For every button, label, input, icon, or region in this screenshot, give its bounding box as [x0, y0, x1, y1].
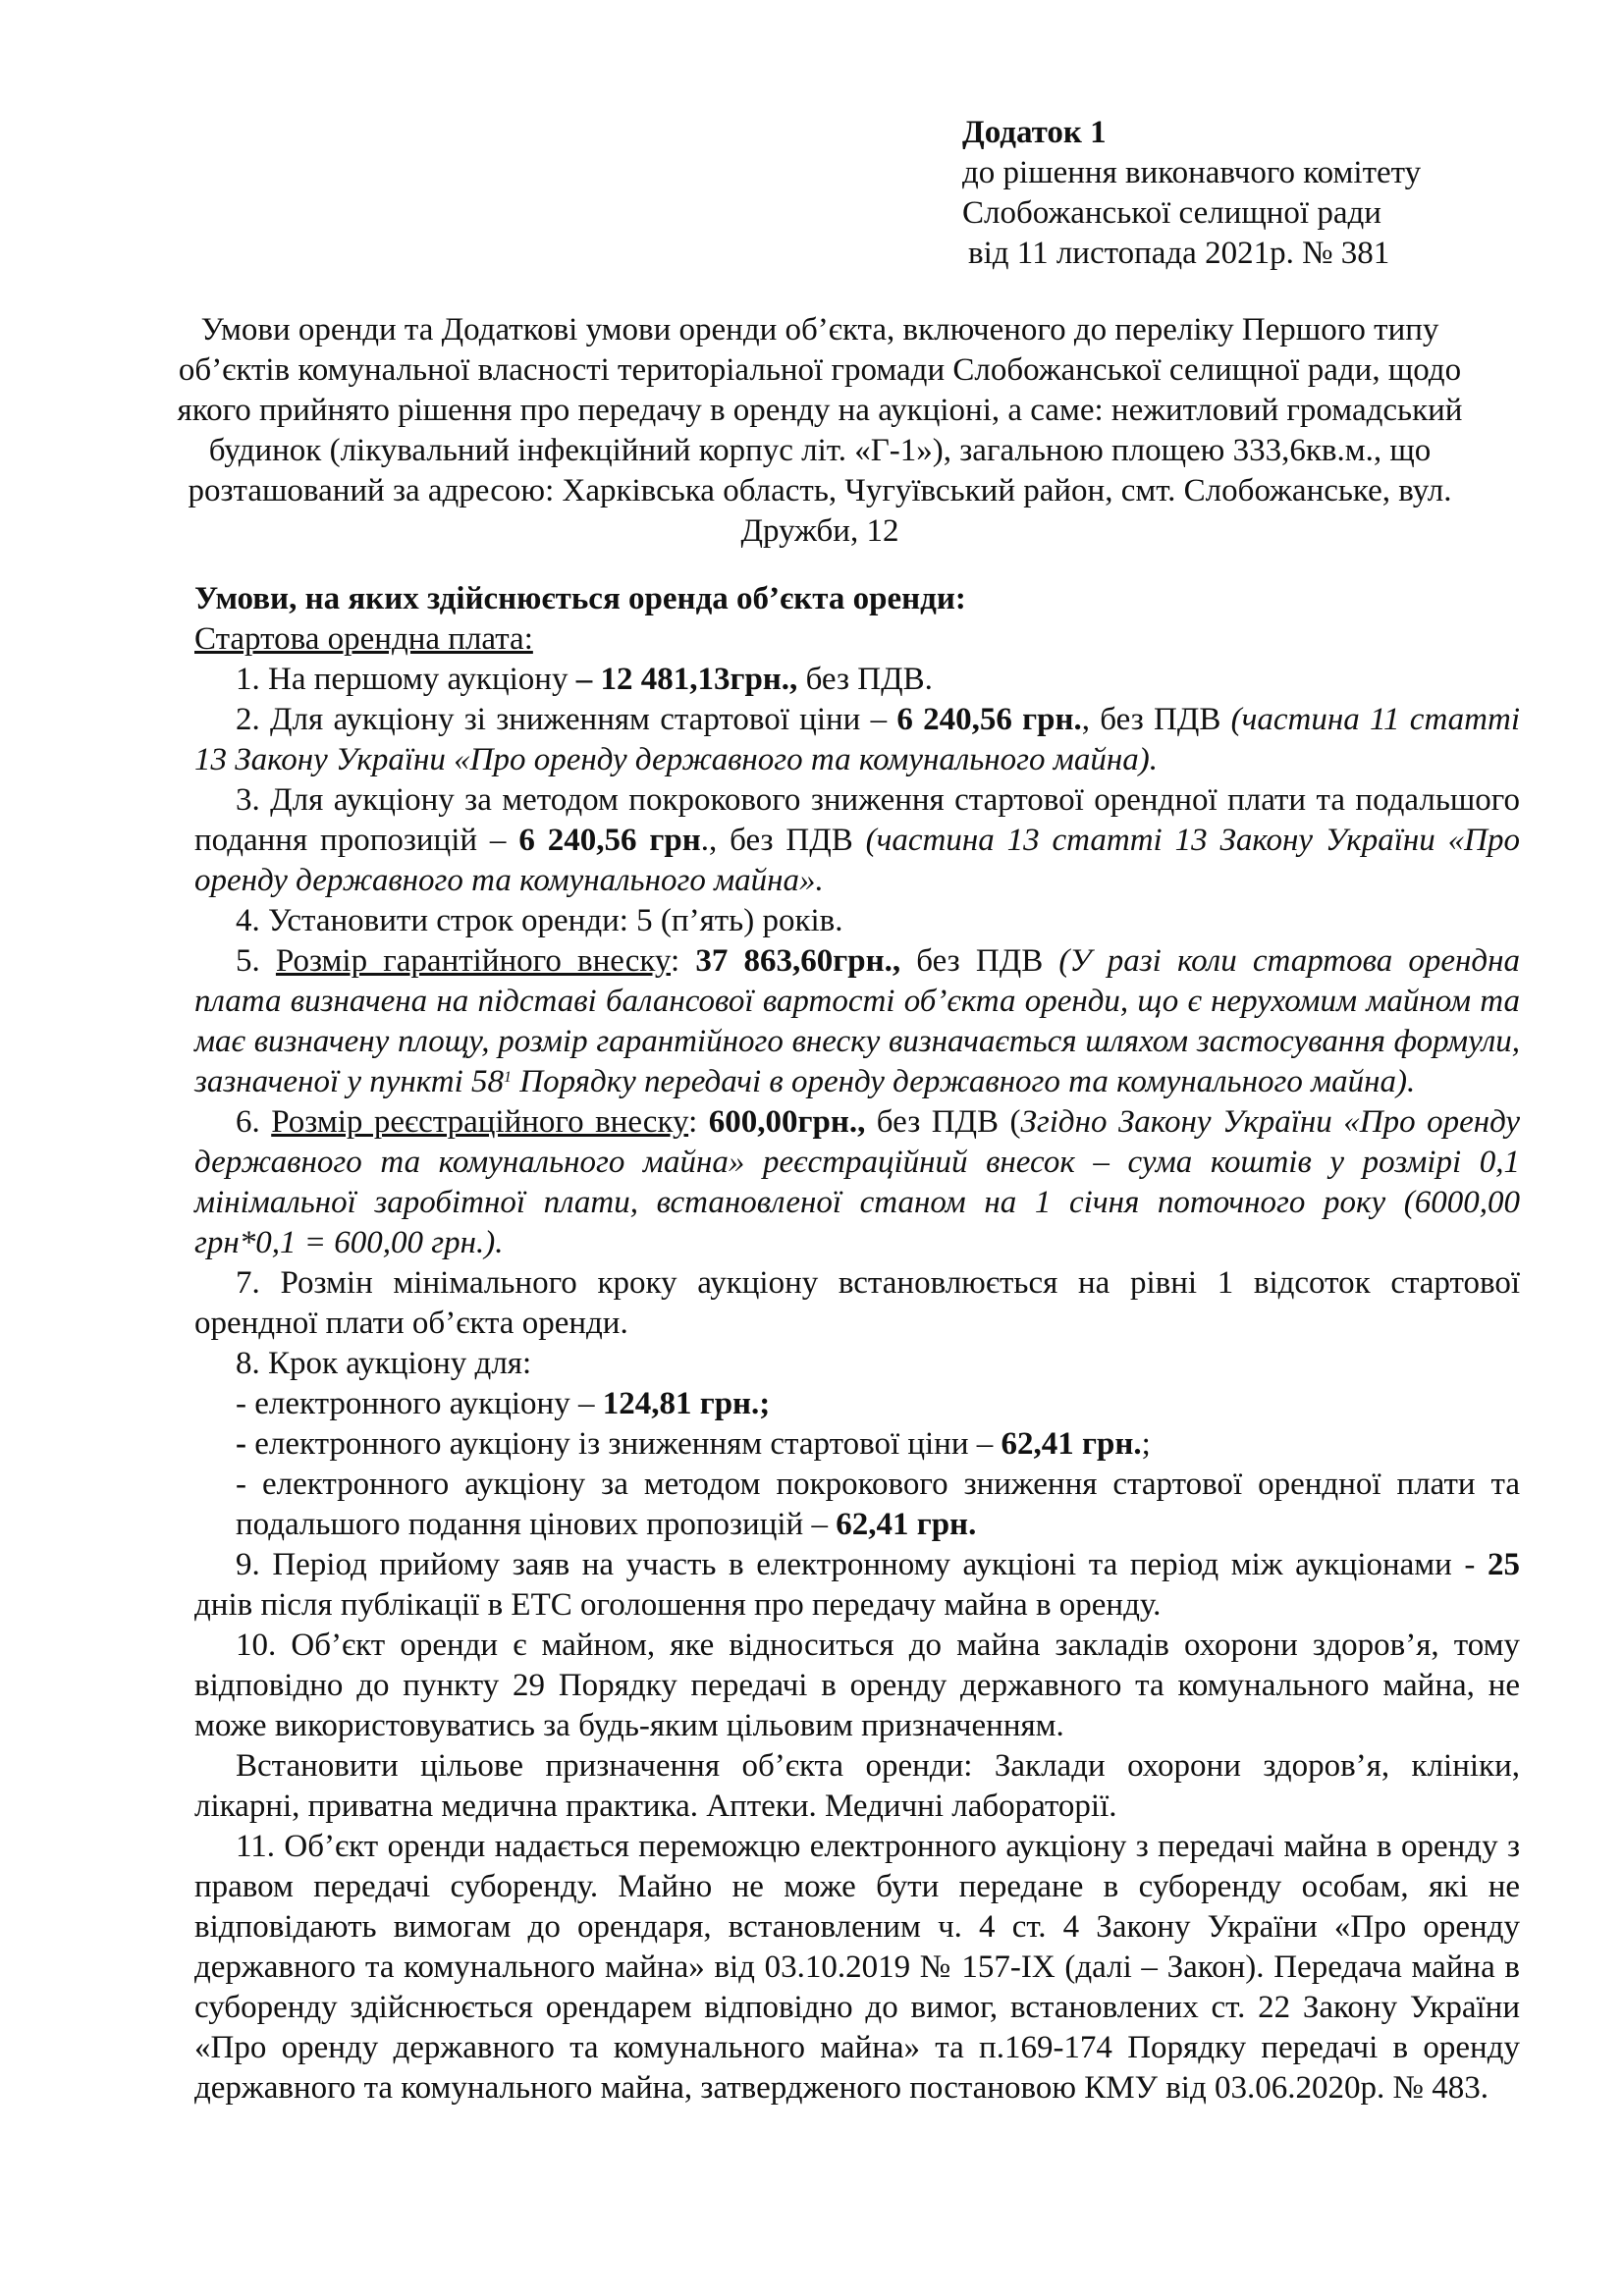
- sub-item-text: електронного аукціону із зниженням стартової ціни –: [246, 1426, 994, 1462]
- item-dash: –: [568, 662, 593, 697]
- item-note: (частина 11 статті 13 Закону України «Про оренду державного та комунального майна).: [194, 702, 1521, 777]
- sub-item-amount: 62,41 грн.: [836, 1507, 977, 1542]
- item-note: (частина 13 статті 13 Закону України «Про оренду державного та комунального майна».: [194, 823, 1520, 898]
- item-note-superscript: 1: [504, 1069, 513, 1086]
- purpose-paragraph: Встановити цільове призначення об’єкта оренди: Заклади охорони здоров’я, клініки, лікарні, приватна медична практика. Аптеки. Медичні лабораторії.: [194, 1748, 1520, 1824]
- item-label: Розмір гарантійного внеску: [275, 943, 671, 979]
- item-3: [194, 780, 1520, 901]
- item-amount: 37 863,60грн.,: [695, 943, 901, 979]
- document-title: Умови оренди та Додаткові умови оренди об’єкта, включеного до переліку Першого типу об’єктів комунальної власності територіальної громади Слобожанської селищної ради, щодо якого прийнято рішення про передачу в оренду на аукціоні, а саме: нежитловий громадський будинок (лікувальний інфекційний корпус літ. «Г-1»), загальною площею 333,6кв.м., що розташований за адресою: Харківська область, Чугуївський район, смт. Слобожанське, вул. Дружби, 12: [177, 312, 1463, 549]
- item-number: 6.: [236, 1104, 260, 1140]
- item-11: [194, 1827, 1520, 2109]
- item-text: Розмін мінімального кроку аукціону встановлюється на рівні 1 відсоток стартової орендної плати об’єкта оренди.: [194, 1265, 1521, 1341]
- item-text: Для аукціону за методом покрокового зниження стартової орендної плати та подальшого подання пропозицій –: [194, 782, 1520, 858]
- item-rest: днів після публікації в ЕТС оголошення про передачу майна в оренду.: [194, 1587, 1162, 1623]
- item-amount: 12 481,13грн.,: [600, 662, 798, 697]
- item-colon: :: [671, 943, 680, 979]
- item-text: Крок аукціону для:: [268, 1346, 532, 1381]
- item-rest: без ПДВ: [900, 943, 1059, 979]
- item-text: Установити строк оренди: 5 (п’ять) років.: [268, 903, 843, 938]
- item-4: [194, 901, 1520, 941]
- item-text: Об’єкт оренди є майном, яке відноситься до майна закладів охорони здоров’я, тому відповідно до пункту 29 Порядку передачі в оренду державного та комунального майна, не може використовуватись за будь-яким цільовим призначенням.: [194, 1628, 1521, 1743]
- sub-item-text: - електронного аукціону за методом покрокового зниження стартової орендної плати та подальшого подання цінових пропозицій –: [236, 1467, 1520, 1542]
- item-amount: 6 240,56 грн: [518, 823, 701, 858]
- item-note: Згідно Закону України «Про оренду державного та комунального майна» реєстраційний внесок – сума коштів у розмірі 0,1 мінімальної заробітної плати, встановленої станом на 1 січня поточного року (6000,00 грн*0,1 = 600,00 грн.).: [194, 1104, 1520, 1260]
- sub-item-dash: -: [236, 1426, 246, 1462]
- item-5: [194, 941, 1520, 1102]
- item-9: [194, 1545, 1520, 1626]
- item-text: На першому аукціону: [268, 662, 568, 697]
- item-amount: 25: [1488, 1547, 1520, 1582]
- item-rest: , без ПДВ: [1081, 702, 1231, 737]
- sub-item-amount: 62,41 грн.: [1001, 1426, 1142, 1462]
- sub-item-amount: 124,81 грн.;: [602, 1386, 771, 1421]
- item-1: [194, 660, 1520, 700]
- item-8-sub-3: [194, 1465, 1520, 1545]
- item-number: 9.: [236, 1547, 260, 1582]
- document-body: [194, 579, 1520, 2109]
- item-colon: :: [688, 1104, 698, 1140]
- item-number: 5.: [236, 943, 260, 979]
- sub-item-text: - електронного аукціону –: [236, 1386, 595, 1421]
- item-text: Для аукціону зі зниженням стартової ціни –: [270, 702, 888, 737]
- item-number: 4.: [236, 903, 260, 938]
- item-number: 1.: [236, 662, 260, 697]
- item-text: Об’єкт оренди надається переможцю електронного аукціону з передачі майна в оренду з правом передачі суборенду. Майно не може бути передане в суборенду особам, які не відповідають вимогам до орендаря, встановленим ч. 4 ст. 4 Закону України «Про оренду державного та комунального майна» від 03.10.2019 № 157-IX (далі – Закон). Передача майна в суборенду здійснюється орендарем відповідно до вимог, встановлених ст. 22 Закону України «Про оренду державного та комунального майна» та п.169-174 Порядку передачі в оренду державного та комунального майна, затвердженого постановою КМУ від 03.06.2020р. № 483.: [194, 1829, 1521, 2106]
- item-label: Розмір реєстраційного внеску: [271, 1104, 689, 1140]
- item-note: (У разі коли стартова орендна плата визначена на підставі балансової вартості об’єкта оренди, що є нерухомим майном та має визначену площу, розмір гарантійного внеску визначається шляхом застосування формули, зазначеної у пункті 58: [194, 943, 1520, 1099]
- item-text: Період прийому заяв на участь в електронному аукціоні та період між аукціонами -: [272, 1547, 1476, 1582]
- sub-item-rest: ;: [1141, 1426, 1151, 1462]
- item-number: 7.: [236, 1265, 260, 1301]
- item-2: [194, 700, 1520, 780]
- item-number: 10.: [236, 1628, 277, 1663]
- item-number: 3.: [236, 782, 260, 818]
- annex-line-1: до рішення виконавчого комітету: [962, 155, 1422, 190]
- item-8-sub-2: [194, 1424, 1520, 1465]
- item-number: 2.: [236, 702, 260, 737]
- item-8: [194, 1344, 1520, 1384]
- item-rest: ., без ПДВ: [700, 823, 866, 858]
- item-amount: 600,00грн.,: [708, 1104, 866, 1140]
- item-rest: без ПДВ.: [797, 662, 933, 697]
- item-amount: 6 240,56 грн.: [896, 702, 1082, 737]
- item-7: [194, 1263, 1520, 1344]
- starting-rent-label: Стартова орендна плата:: [194, 621, 533, 657]
- item-6: [194, 1102, 1520, 1263]
- annex-title: Додаток 1: [962, 115, 1107, 150]
- item-rest: без ПДВ (: [865, 1104, 1021, 1140]
- item-number: 8.: [236, 1346, 260, 1381]
- item-number: 11.: [236, 1829, 276, 1864]
- item-10: [194, 1626, 1520, 1746]
- section-heading: Умови, на яких здійснюється оренда об’єкта оренди:: [194, 581, 966, 616]
- item-8-sub-1: [194, 1384, 1520, 1424]
- item-note-end: Порядку передачі в оренду державного та комунального майна).: [512, 1064, 1416, 1099]
- annex-line-2: Слобожанської селищної ради: [962, 195, 1381, 231]
- annex-block: [962, 113, 1512, 274]
- annex-date: від 11 листопада 2021р. № 381: [968, 236, 1390, 271]
